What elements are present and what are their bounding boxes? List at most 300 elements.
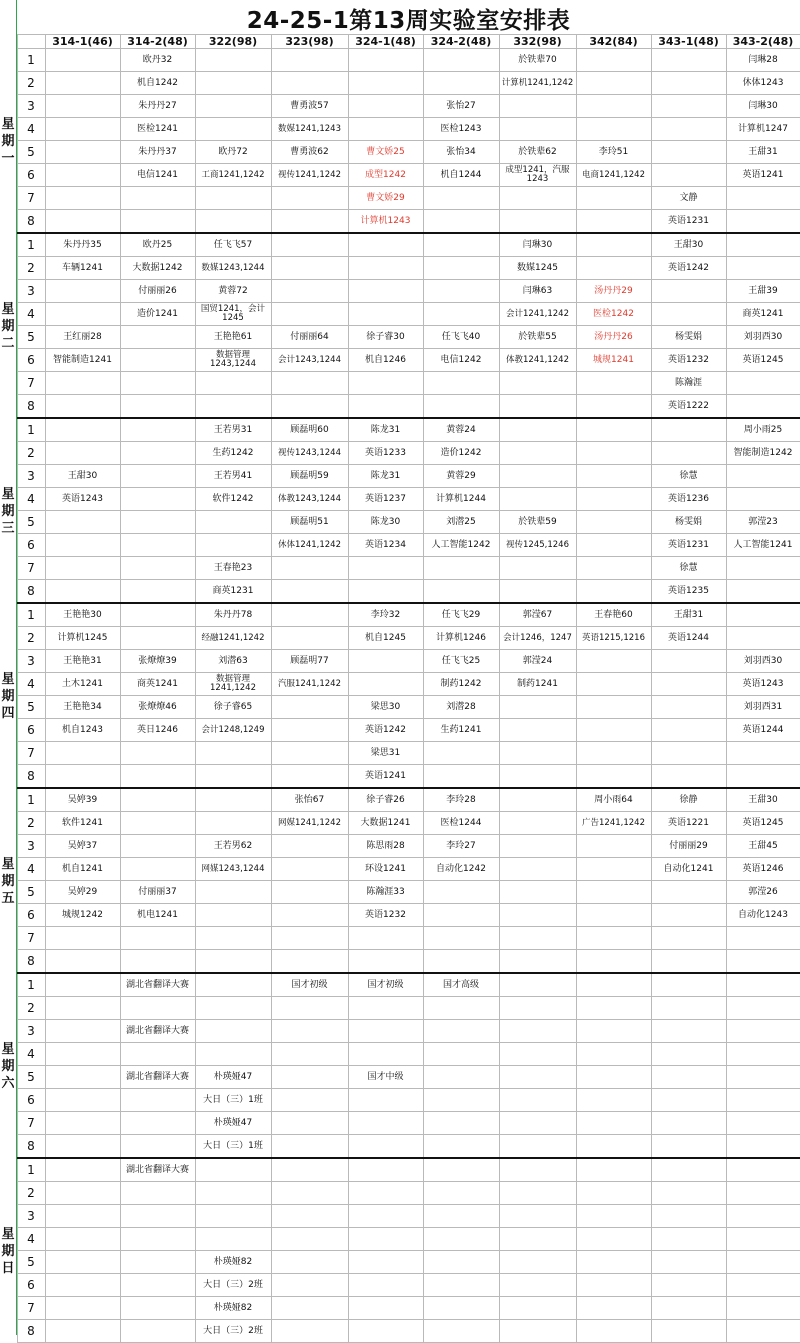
schedule-cell[interactable]: 数媒1243,1244 <box>195 257 271 280</box>
schedule-cell[interactable] <box>45 1158 120 1182</box>
schedule-cell[interactable]: 付丽丽64 <box>271 326 348 349</box>
schedule-cell[interactable] <box>726 742 800 765</box>
schedule-cell[interactable] <box>120 580 195 604</box>
schedule-cell[interactable] <box>195 72 271 95</box>
schedule-cell[interactable]: 英语1242 <box>348 719 423 742</box>
schedule-cell[interactable] <box>348 233 423 257</box>
schedule-cell[interactable]: 欧丹72 <box>195 141 271 164</box>
schedule-cell[interactable] <box>651 418 726 442</box>
schedule-cell[interactable] <box>120 1135 195 1159</box>
schedule-cell[interactable] <box>651 650 726 673</box>
schedule-cell[interactable] <box>651 1205 726 1228</box>
schedule-cell[interactable] <box>651 1228 726 1251</box>
schedule-cell[interactable] <box>271 1020 348 1043</box>
schedule-cell[interactable] <box>423 904 499 927</box>
schedule-cell[interactable]: 朱丹丹35 <box>45 233 120 257</box>
schedule-cell[interactable] <box>423 303 499 326</box>
schedule-cell[interactable] <box>348 303 423 326</box>
schedule-cell[interactable]: 曹文娇29 <box>348 187 423 210</box>
schedule-cell[interactable] <box>726 1274 800 1297</box>
schedule-cell[interactable] <box>499 1112 576 1135</box>
schedule-cell[interactable] <box>271 1228 348 1251</box>
schedule-cell[interactable] <box>271 927 348 950</box>
schedule-cell[interactable]: 会计1246，1247 <box>499 627 576 650</box>
schedule-cell[interactable] <box>271 627 348 650</box>
schedule-cell[interactable]: 英语1246 <box>726 858 800 881</box>
schedule-cell[interactable]: 英语1231 <box>651 210 726 234</box>
schedule-cell[interactable]: 於铁辈55 <box>499 326 576 349</box>
schedule-cell[interactable]: 郭滢26 <box>726 881 800 904</box>
schedule-cell[interactable] <box>45 442 120 465</box>
schedule-cell[interactable]: 顾磊明60 <box>271 418 348 442</box>
schedule-cell[interactable] <box>423 1274 499 1297</box>
schedule-cell[interactable]: 电商1241,1242 <box>576 164 651 187</box>
schedule-cell[interactable] <box>271 950 348 974</box>
schedule-cell[interactable] <box>423 280 499 303</box>
schedule-cell[interactable]: 王甜30 <box>726 788 800 812</box>
schedule-cell[interactable]: 计算机1244 <box>423 488 499 511</box>
schedule-cell[interactable]: 商英1241 <box>120 673 195 696</box>
schedule-cell[interactable] <box>120 812 195 835</box>
schedule-cell[interactable]: 徐子睿26 <box>348 788 423 812</box>
schedule-cell[interactable] <box>651 141 726 164</box>
schedule-cell[interactable] <box>576 673 651 696</box>
schedule-cell[interactable]: 张怡67 <box>271 788 348 812</box>
schedule-cell[interactable]: 任飞飞29 <box>423 603 499 627</box>
schedule-cell[interactable]: 李玲28 <box>423 788 499 812</box>
schedule-cell[interactable] <box>576 465 651 488</box>
schedule-cell[interactable]: 朱丹丹27 <box>120 95 195 118</box>
schedule-cell[interactable] <box>651 49 726 72</box>
schedule-cell[interactable] <box>195 973 271 997</box>
schedule-cell[interactable] <box>423 187 499 210</box>
schedule-cell[interactable] <box>576 257 651 280</box>
schedule-cell[interactable]: 电信1242 <box>423 349 499 372</box>
schedule-cell[interactable] <box>651 442 726 465</box>
schedule-cell[interactable]: 朱丹丹37 <box>120 141 195 164</box>
schedule-cell[interactable] <box>499 372 576 395</box>
schedule-cell[interactable] <box>651 673 726 696</box>
schedule-cell[interactable] <box>423 742 499 765</box>
schedule-cell[interactable]: 王甜30 <box>651 233 726 257</box>
schedule-cell[interactable] <box>271 1135 348 1159</box>
schedule-cell[interactable] <box>120 742 195 765</box>
schedule-cell[interactable] <box>120 1043 195 1066</box>
schedule-cell[interactable]: 闫琳28 <box>726 49 800 72</box>
schedule-cell[interactable]: 汤丹丹26 <box>576 326 651 349</box>
schedule-cell[interactable] <box>499 488 576 511</box>
schedule-cell[interactable] <box>120 349 195 372</box>
schedule-cell[interactable]: 於铁辈62 <box>499 141 576 164</box>
schedule-cell[interactable] <box>499 1251 576 1274</box>
schedule-cell[interactable] <box>499 1228 576 1251</box>
schedule-cell[interactable]: 体教1243,1244 <box>271 488 348 511</box>
schedule-cell[interactable] <box>45 1066 120 1089</box>
schedule-cell[interactable] <box>726 372 800 395</box>
schedule-cell[interactable]: 王艳艳31 <box>45 650 120 673</box>
schedule-cell[interactable] <box>120 534 195 557</box>
schedule-cell[interactable]: 刘羽西30 <box>726 650 800 673</box>
schedule-cell[interactable]: 英语1231 <box>651 534 726 557</box>
schedule-cell[interactable]: 黄蓉24 <box>423 418 499 442</box>
schedule-cell[interactable]: 顾磊明51 <box>271 511 348 534</box>
schedule-cell[interactable]: 造价1241 <box>120 303 195 326</box>
schedule-cell[interactable] <box>726 1066 800 1089</box>
schedule-cell[interactable]: 王若男41 <box>195 465 271 488</box>
schedule-cell[interactable] <box>271 557 348 580</box>
schedule-cell[interactable] <box>423 49 499 72</box>
schedule-cell[interactable] <box>45 534 120 557</box>
schedule-cell[interactable] <box>651 1297 726 1320</box>
schedule-cell[interactable] <box>576 534 651 557</box>
schedule-cell[interactable] <box>423 927 499 950</box>
schedule-cell[interactable] <box>348 1089 423 1112</box>
schedule-cell[interactable] <box>348 95 423 118</box>
schedule-cell[interactable]: 於铁辈59 <box>499 511 576 534</box>
schedule-cell[interactable]: 视传1241,1242 <box>271 164 348 187</box>
schedule-cell[interactable]: 网媒1241,1242 <box>271 812 348 835</box>
schedule-cell[interactable] <box>120 187 195 210</box>
schedule-cell[interactable] <box>271 280 348 303</box>
schedule-cell[interactable] <box>651 72 726 95</box>
schedule-cell[interactable] <box>576 1158 651 1182</box>
schedule-cell[interactable] <box>651 95 726 118</box>
schedule-cell[interactable] <box>423 210 499 234</box>
schedule-cell[interactable] <box>120 488 195 511</box>
schedule-cell[interactable] <box>651 927 726 950</box>
schedule-cell[interactable] <box>576 580 651 604</box>
schedule-cell[interactable] <box>576 557 651 580</box>
schedule-cell[interactable] <box>651 303 726 326</box>
schedule-cell[interactable] <box>651 118 726 141</box>
schedule-cell[interactable]: 英语1233 <box>348 442 423 465</box>
schedule-cell[interactable] <box>271 1320 348 1343</box>
schedule-cell[interactable]: 机自1244 <box>423 164 499 187</box>
schedule-cell[interactable] <box>499 1297 576 1320</box>
schedule-cell[interactable] <box>499 742 576 765</box>
schedule-cell[interactable] <box>348 950 423 974</box>
schedule-cell[interactable] <box>499 187 576 210</box>
schedule-cell[interactable]: 陈龙31 <box>348 465 423 488</box>
schedule-cell[interactable]: 机自1242 <box>120 72 195 95</box>
schedule-cell[interactable] <box>195 950 271 974</box>
schedule-cell[interactable] <box>120 1251 195 1274</box>
schedule-cell[interactable] <box>651 1158 726 1182</box>
schedule-cell[interactable] <box>271 742 348 765</box>
schedule-cell[interactable]: 英语1245 <box>726 812 800 835</box>
schedule-cell[interactable] <box>45 927 120 950</box>
schedule-cell[interactable] <box>120 1228 195 1251</box>
schedule-cell[interactable] <box>271 72 348 95</box>
schedule-cell[interactable] <box>195 118 271 141</box>
schedule-cell[interactable] <box>271 904 348 927</box>
schedule-cell[interactable]: 王春艳60 <box>576 603 651 627</box>
schedule-cell[interactable] <box>499 557 576 580</box>
schedule-cell[interactable] <box>423 1297 499 1320</box>
schedule-cell[interactable]: 数据管理1241,1242 <box>195 673 271 696</box>
schedule-cell[interactable] <box>271 1297 348 1320</box>
schedule-cell[interactable] <box>120 835 195 858</box>
schedule-cell[interactable] <box>499 696 576 719</box>
schedule-cell[interactable] <box>499 1066 576 1089</box>
schedule-cell[interactable]: 梁思30 <box>348 696 423 719</box>
schedule-cell[interactable]: 机自1241 <box>45 858 120 881</box>
schedule-cell[interactable] <box>726 950 800 974</box>
schedule-cell[interactable]: 英语1232 <box>651 349 726 372</box>
schedule-cell[interactable]: 大日（三）2班 <box>195 1274 271 1297</box>
schedule-cell[interactable] <box>195 511 271 534</box>
schedule-cell[interactable] <box>726 1182 800 1205</box>
schedule-cell[interactable]: 任飞飞57 <box>195 233 271 257</box>
schedule-cell[interactable]: 数媒1245 <box>499 257 576 280</box>
schedule-cell[interactable] <box>576 1066 651 1089</box>
schedule-cell[interactable] <box>348 1251 423 1274</box>
schedule-cell[interactable]: 电信1241 <box>120 164 195 187</box>
schedule-cell[interactable] <box>423 257 499 280</box>
schedule-cell[interactable] <box>120 442 195 465</box>
schedule-cell[interactable]: 计算机1245 <box>45 627 120 650</box>
schedule-cell[interactable] <box>348 1135 423 1159</box>
schedule-cell[interactable] <box>499 788 576 812</box>
schedule-cell[interactable] <box>348 280 423 303</box>
schedule-cell[interactable] <box>45 580 120 604</box>
schedule-cell[interactable] <box>348 1158 423 1182</box>
schedule-cell[interactable]: 智能制造1242 <box>726 442 800 465</box>
schedule-cell[interactable] <box>576 372 651 395</box>
schedule-cell[interactable]: 英语1236 <box>651 488 726 511</box>
schedule-cell[interactable] <box>45 1112 120 1135</box>
schedule-cell[interactable]: 徐子睿65 <box>195 696 271 719</box>
schedule-cell[interactable] <box>499 418 576 442</box>
schedule-cell[interactable]: 计算机1246 <box>423 627 499 650</box>
schedule-cell[interactable] <box>195 372 271 395</box>
schedule-cell[interactable] <box>576 1274 651 1297</box>
schedule-cell[interactable]: 车辆1241 <box>45 257 120 280</box>
schedule-cell[interactable] <box>423 1089 499 1112</box>
schedule-cell[interactable] <box>576 1228 651 1251</box>
schedule-cell[interactable] <box>120 557 195 580</box>
schedule-cell[interactable]: 付丽丽29 <box>651 835 726 858</box>
schedule-cell[interactable] <box>120 1297 195 1320</box>
schedule-cell[interactable]: 王艳艳34 <box>45 696 120 719</box>
schedule-cell[interactable] <box>576 1297 651 1320</box>
schedule-cell[interactable] <box>576 696 651 719</box>
schedule-cell[interactable]: 湖北省翻译大赛 <box>120 973 195 997</box>
schedule-cell[interactable] <box>120 765 195 789</box>
schedule-cell[interactable] <box>576 950 651 974</box>
schedule-cell[interactable]: 自动化1243 <box>726 904 800 927</box>
schedule-cell[interactable] <box>576 118 651 141</box>
schedule-cell[interactable] <box>651 1043 726 1066</box>
schedule-cell[interactable] <box>726 603 800 627</box>
schedule-cell[interactable]: 制药1241 <box>499 673 576 696</box>
schedule-cell[interactable] <box>576 1320 651 1343</box>
schedule-cell[interactable]: 曹文娇25 <box>348 141 423 164</box>
schedule-cell[interactable]: 国才初级 <box>348 973 423 997</box>
schedule-cell[interactable] <box>726 1043 800 1066</box>
schedule-cell[interactable] <box>576 210 651 234</box>
schedule-cell[interactable]: 吴婷37 <box>45 835 120 858</box>
schedule-cell[interactable]: 机自1246 <box>348 349 423 372</box>
schedule-cell[interactable]: 张怡34 <box>423 141 499 164</box>
schedule-cell[interactable] <box>726 580 800 604</box>
schedule-cell[interactable] <box>120 997 195 1020</box>
schedule-cell[interactable] <box>499 858 576 881</box>
schedule-cell[interactable] <box>651 1182 726 1205</box>
schedule-cell[interactable]: 大日（三）1班 <box>195 1089 271 1112</box>
schedule-cell[interactable]: 黄蓉29 <box>423 465 499 488</box>
schedule-cell[interactable] <box>651 881 726 904</box>
schedule-cell[interactable] <box>726 1135 800 1159</box>
schedule-cell[interactable] <box>576 927 651 950</box>
schedule-cell[interactable] <box>423 1112 499 1135</box>
schedule-cell[interactable]: 英语1241 <box>348 765 423 789</box>
schedule-cell[interactable] <box>120 858 195 881</box>
schedule-cell[interactable] <box>120 603 195 627</box>
schedule-cell[interactable] <box>499 442 576 465</box>
schedule-cell[interactable]: 王甜39 <box>726 280 800 303</box>
schedule-cell[interactable] <box>499 210 576 234</box>
schedule-cell[interactable]: 徐慧 <box>651 465 726 488</box>
schedule-cell[interactable] <box>726 1228 800 1251</box>
schedule-cell[interactable] <box>348 927 423 950</box>
schedule-cell[interactable] <box>45 1135 120 1159</box>
schedule-cell[interactable]: 国才中级 <box>348 1066 423 1089</box>
schedule-cell[interactable] <box>651 1020 726 1043</box>
schedule-cell[interactable] <box>726 1205 800 1228</box>
schedule-cell[interactable] <box>423 1320 499 1343</box>
schedule-cell[interactable] <box>271 997 348 1020</box>
schedule-cell[interactable] <box>651 1112 726 1135</box>
schedule-cell[interactable]: 会计1241,1242 <box>499 303 576 326</box>
schedule-cell[interactable] <box>348 557 423 580</box>
schedule-cell[interactable]: 任飞飞25 <box>423 650 499 673</box>
schedule-cell[interactable] <box>195 927 271 950</box>
schedule-cell[interactable] <box>726 973 800 997</box>
schedule-cell[interactable]: 自动化1242 <box>423 858 499 881</box>
schedule-cell[interactable] <box>576 442 651 465</box>
schedule-cell[interactable] <box>195 812 271 835</box>
schedule-cell[interactable] <box>576 1043 651 1066</box>
schedule-cell[interactable]: 陈龙31 <box>348 418 423 442</box>
schedule-cell[interactable] <box>195 1043 271 1066</box>
schedule-cell[interactable] <box>576 72 651 95</box>
schedule-cell[interactable] <box>499 950 576 974</box>
schedule-cell[interactable] <box>195 95 271 118</box>
schedule-cell[interactable] <box>651 1089 726 1112</box>
schedule-cell[interactable] <box>195 904 271 927</box>
schedule-cell[interactable]: 商英1241 <box>726 303 800 326</box>
schedule-cell[interactable] <box>423 1205 499 1228</box>
schedule-cell[interactable]: 英语1243 <box>726 673 800 696</box>
schedule-cell[interactable]: 王艳艳61 <box>195 326 271 349</box>
schedule-cell[interactable]: 李玲51 <box>576 141 651 164</box>
schedule-cell[interactable] <box>271 1089 348 1112</box>
schedule-cell[interactable]: 医检1241 <box>120 118 195 141</box>
schedule-cell[interactable] <box>45 1182 120 1205</box>
schedule-cell[interactable] <box>726 257 800 280</box>
schedule-cell[interactable] <box>271 580 348 604</box>
schedule-cell[interactable] <box>499 465 576 488</box>
schedule-cell[interactable]: 汽服1241,1242 <box>271 673 348 696</box>
schedule-cell[interactable] <box>271 1274 348 1297</box>
schedule-cell[interactable] <box>726 765 800 789</box>
schedule-cell[interactable] <box>348 395 423 419</box>
schedule-cell[interactable] <box>45 141 120 164</box>
schedule-cell[interactable] <box>499 1158 576 1182</box>
schedule-cell[interactable] <box>271 1182 348 1205</box>
schedule-cell[interactable] <box>576 233 651 257</box>
schedule-cell[interactable]: 刘潜28 <box>423 696 499 719</box>
schedule-cell[interactable]: 英语1237 <box>348 488 423 511</box>
schedule-cell[interactable] <box>499 997 576 1020</box>
schedule-cell[interactable] <box>499 1089 576 1112</box>
schedule-cell[interactable] <box>271 372 348 395</box>
schedule-cell[interactable]: 刘潜63 <box>195 650 271 673</box>
schedule-cell[interactable] <box>120 372 195 395</box>
schedule-cell[interactable]: 王春艳23 <box>195 557 271 580</box>
schedule-cell[interactable]: 朴瑛娅47 <box>195 1112 271 1135</box>
schedule-cell[interactable] <box>271 1043 348 1066</box>
schedule-cell[interactable] <box>726 1112 800 1135</box>
schedule-cell[interactable] <box>499 927 576 950</box>
schedule-cell[interactable]: 机电1241 <box>120 904 195 927</box>
schedule-cell[interactable]: 工商1241,1242 <box>195 164 271 187</box>
schedule-cell[interactable] <box>195 187 271 210</box>
schedule-cell[interactable] <box>45 950 120 974</box>
schedule-cell[interactable] <box>576 742 651 765</box>
schedule-cell[interactable]: 英语1244 <box>651 627 726 650</box>
schedule-cell[interactable] <box>651 765 726 789</box>
schedule-cell[interactable] <box>423 1043 499 1066</box>
schedule-cell[interactable]: 医检1243 <box>423 118 499 141</box>
schedule-cell[interactable] <box>45 1205 120 1228</box>
schedule-cell[interactable] <box>348 997 423 1020</box>
schedule-cell[interactable]: 王若男31 <box>195 418 271 442</box>
schedule-cell[interactable] <box>271 1251 348 1274</box>
schedule-cell[interactable]: 休体1241,1242 <box>271 534 348 557</box>
schedule-cell[interactable] <box>195 742 271 765</box>
schedule-cell[interactable] <box>499 95 576 118</box>
schedule-cell[interactable] <box>726 465 800 488</box>
schedule-cell[interactable] <box>651 742 726 765</box>
schedule-cell[interactable]: 王艳艳30 <box>45 603 120 627</box>
schedule-cell[interactable]: 英语1232 <box>348 904 423 927</box>
schedule-cell[interactable]: 杨雯娟 <box>651 326 726 349</box>
schedule-cell[interactable] <box>195 395 271 419</box>
schedule-cell[interactable] <box>651 164 726 187</box>
schedule-cell[interactable]: 朴瑛娅82 <box>195 1251 271 1274</box>
schedule-cell[interactable] <box>45 1251 120 1274</box>
schedule-cell[interactable]: 郭滢23 <box>726 511 800 534</box>
schedule-cell[interactable]: 大日（三）2班 <box>195 1320 271 1343</box>
schedule-cell[interactable]: 闫琳30 <box>726 95 800 118</box>
schedule-cell[interactable] <box>45 1320 120 1343</box>
schedule-cell[interactable]: 吴婷39 <box>45 788 120 812</box>
schedule-cell[interactable]: 张燎燎39 <box>120 650 195 673</box>
schedule-cell[interactable] <box>576 511 651 534</box>
schedule-cell[interactable]: 王若男62 <box>195 835 271 858</box>
schedule-cell[interactable] <box>651 973 726 997</box>
schedule-cell[interactable] <box>576 765 651 789</box>
schedule-cell[interactable] <box>271 719 348 742</box>
schedule-cell[interactable] <box>576 1251 651 1274</box>
schedule-cell[interactable]: 英语1234 <box>348 534 423 557</box>
schedule-cell[interactable] <box>651 1135 726 1159</box>
schedule-cell[interactable] <box>271 1066 348 1089</box>
schedule-cell[interactable] <box>120 210 195 234</box>
schedule-cell[interactable] <box>499 719 576 742</box>
